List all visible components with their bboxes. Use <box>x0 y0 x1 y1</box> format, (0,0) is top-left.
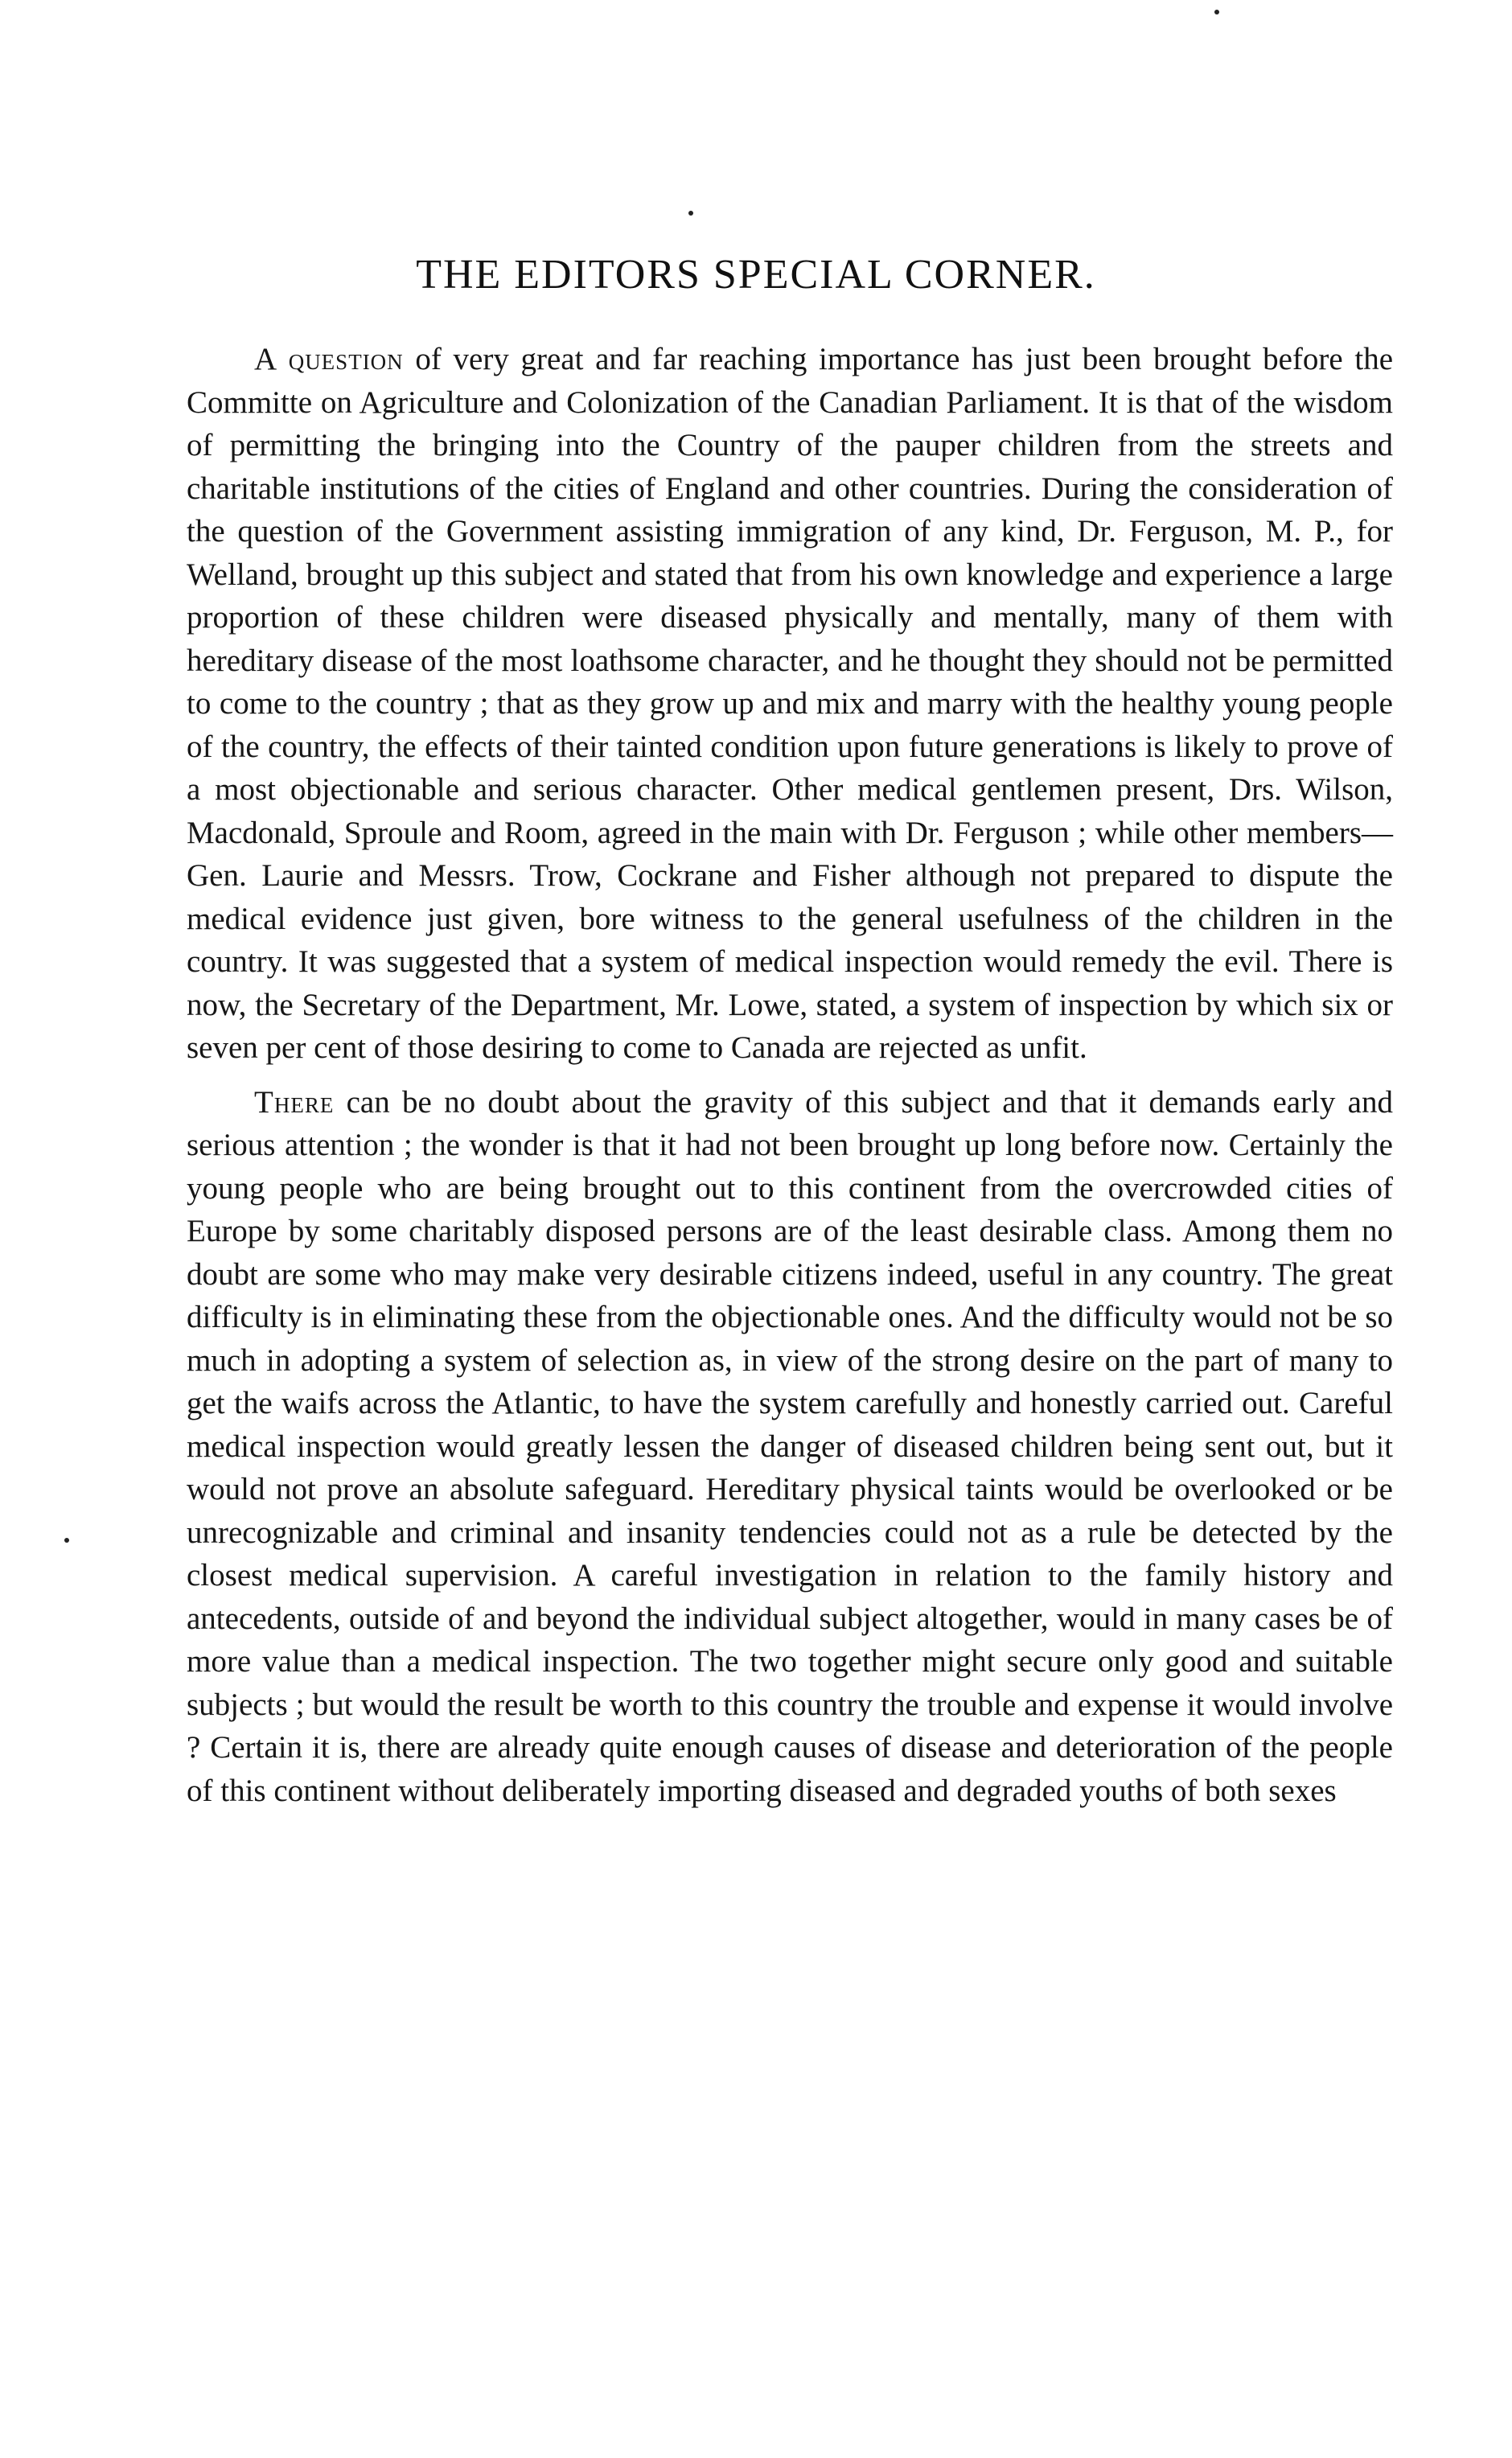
page-speck <box>64 1538 69 1543</box>
page-speck <box>688 211 693 216</box>
paragraph-1-lead: A question <box>254 342 404 376</box>
page-speck <box>1214 10 1219 14</box>
paragraph-1-text: of very great and far reaching importance has just been brought before the Committe on Agriculture and Colonization of the Canadian Parliament. It is that of the wisdom of permitting the bringing into the Country of the pauper children from the streets and charitable institutions of the cities of England and other countries. During the consideration of the question of the Government assisting immigration of any kind, Dr. Ferguson, M. P., for Welland, brought up this subject and stated that from his own knowledge and experience a large proportion of these children were diseased physically and mentally, many of them with hereditary disease of the most loathsome character, and he thought they should not be permitted to come to the country ; that as they grow up and mix and marry with the healthy young people of the country, the effects of their tainted condition upon future generations is likely to prove of a most objectionable and serious character. Other medical gentlemen present, Drs. Wilson, Macdonald, Sproule and Room, agreed in the main with Dr. Ferguson ; while other members—Gen. Laurie and Messrs. Trow, Cockrane and Fisher although not prepared to dispute the medical evidence just given, bore witness to the general usefulness of the children in the country. It was suggested that a system of medical inspection would remedy the evil. There is now, the Secretary of the Department, Mr. Lowe, stated, a system of inspection by which six or seven per cent of those desiring to come to Canada are rejected as unfit. <box>187 342 1393 1065</box>
article-body <box>187 338 1393 1823</box>
paragraph-2-lead: There <box>254 1084 335 1120</box>
page-title: THE EDITORS SPECIAL CORNER. <box>416 252 1096 298</box>
paragraph-1 <box>187 338 1393 1070</box>
paragraph-2-text: can be no doubt about the gravity of this subject and that it demands early and serious attention ; the wonder is that it had not been brought up long before now. Certainly the young people who are being brought out to this continent from the overcrowded cities of Europe by some charitably disposed persons are of the least desirable class. Among them no doubt are some who may make very desirable citizens indeed, useful in any country. The great difficulty is in eliminating these from the objectionable ones. And the difficulty would not be so much in adopting a system of selection as, in view of the strong desire on the part of many to get the waifs across the Atlantic, to have the system carefully and honestly carried out. Careful medical inspection would greatly lessen the danger of diseased children being sent out, but it would not prove an absolute safeguard. Hereditary physical taints would be overlooked or be unrecognizable and criminal and insanity tendencies could not as a rule be detected by the closest medical supervision. A careful investigation in relation to the family history and antecedents, outside of and beyond the individual subject altogether, would in many cases be of more value than a medical inspection. The two together might secure only good and suitable subjects ; but would the result be worth to this country the trouble and expense it would involve ? Certain it is, there are already quite enough causes of disease and deterioration of the people of this continent without deliberately importing diseased and degraded youths of both sexes <box>187 1084 1393 1808</box>
paragraph-2 <box>187 1081 1393 1813</box>
